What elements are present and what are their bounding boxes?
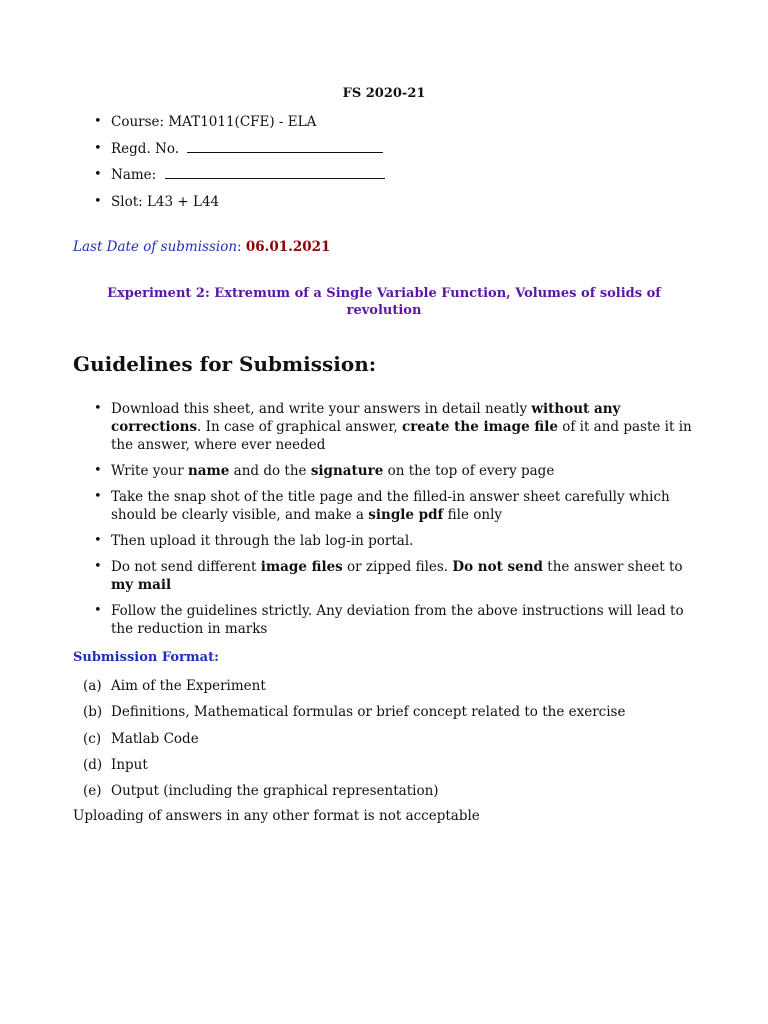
guideline-item xyxy=(94,462,704,480)
course-text: Course: MAT1011(CFE) - ELA xyxy=(111,114,317,130)
bullet: • xyxy=(94,603,102,618)
format-marker: (b) xyxy=(83,704,103,721)
name-blank-line xyxy=(165,166,385,179)
bullet: • xyxy=(94,167,102,182)
guideline-emphasis: name xyxy=(187,463,230,479)
slot-item xyxy=(94,193,704,220)
deadline-colon: : xyxy=(237,239,242,255)
info-list xyxy=(94,113,704,219)
guideline-emphasis: my mail xyxy=(111,577,172,593)
bullet: • xyxy=(94,140,102,156)
guideline-text: file only xyxy=(443,507,503,523)
bullet: • xyxy=(94,193,102,209)
submission-format-list xyxy=(83,677,703,808)
guideline-text: the answer sheet to xyxy=(543,559,683,575)
guidelines-list xyxy=(94,400,704,646)
format-text: Aim of the Experiment xyxy=(111,678,266,694)
bullet: • xyxy=(94,114,102,129)
bullet: • xyxy=(94,559,102,574)
guideline-text: and do the xyxy=(229,463,311,479)
format-item xyxy=(83,782,703,808)
bullet: • xyxy=(94,401,102,416)
slot-text: Slot: L43 + L44 xyxy=(111,193,220,210)
guideline-text: Then upload it through the lab log-in portal. xyxy=(111,533,414,549)
guideline-text: or zipped files. xyxy=(342,559,453,575)
guideline-emphasis: create the image file xyxy=(401,419,558,435)
format-text: Definitions, Mathematical formulas or brief concept related to the exercise xyxy=(111,704,626,721)
guideline-item xyxy=(94,488,704,524)
bullet: • xyxy=(94,489,102,504)
regd-blank-line xyxy=(187,140,383,153)
format-marker: (e) xyxy=(83,783,102,800)
format-item xyxy=(83,730,703,756)
deadline-label: Last Date of submission xyxy=(73,239,238,255)
format-text: Output (including the graphical representation) xyxy=(111,783,439,800)
format-item xyxy=(83,677,703,703)
regd-label: Regd. No. xyxy=(111,140,180,157)
guideline-emphasis: image files xyxy=(260,559,343,575)
guideline-text: Download this sheet, and write your answers in detail neatly xyxy=(111,401,532,417)
format-marker: (d) xyxy=(83,756,103,773)
format-item xyxy=(83,756,703,782)
format-marker: (c) xyxy=(83,730,102,747)
format-item xyxy=(83,703,703,729)
bullet: • xyxy=(94,533,102,548)
format-text: Input xyxy=(111,756,148,773)
experiment-title: Experiment 2: Extremum of a Single Variable Function, Volumes of solids of revolution xyxy=(107,286,661,318)
regd-item xyxy=(94,140,704,167)
guideline-text: Follow the guidelines strictly. Any deviation from the above instructions will lead to the reduction in marks xyxy=(111,603,684,637)
page-title: FS 2020-21 xyxy=(342,86,426,101)
guideline-text: . In case of graphical answer, xyxy=(197,419,402,435)
guideline-item xyxy=(94,532,704,550)
guideline-text: on the top of every page xyxy=(383,463,555,479)
bullet: • xyxy=(94,463,102,478)
guideline-text: of it and paste it in the answer, where ever needed xyxy=(111,419,692,453)
guideline-emphasis: single pdf xyxy=(368,507,444,523)
name-item xyxy=(94,166,704,193)
guideline-item xyxy=(94,602,704,638)
guideline-text: Write your xyxy=(111,463,188,479)
guidelines-heading: Guidelines for Submission: xyxy=(73,352,377,376)
guideline-item xyxy=(94,400,704,454)
guideline-text: Take the snap shot of the title page and the filled-in answer sheet carefully which should be clearly visible, and make a xyxy=(111,489,670,523)
name-label: Name: xyxy=(111,167,157,183)
format-text: Matlab Code xyxy=(111,730,199,747)
course-item xyxy=(94,113,704,140)
deadline-date: 06.01.2021 xyxy=(245,239,331,255)
guideline-emphasis: signature xyxy=(310,463,384,479)
submission-format-heading: Submission Format: xyxy=(73,650,219,665)
submission-deadline xyxy=(73,239,330,255)
guideline-emphasis: Do not send xyxy=(452,559,544,575)
guideline-text: Do not send different xyxy=(111,559,261,575)
guideline-emphasis: without any corrections xyxy=(111,401,621,435)
footer-note: Uploading of answers in any other format is not acceptable xyxy=(73,808,480,824)
guideline-item xyxy=(94,558,704,594)
format-marker: (a) xyxy=(83,678,102,694)
